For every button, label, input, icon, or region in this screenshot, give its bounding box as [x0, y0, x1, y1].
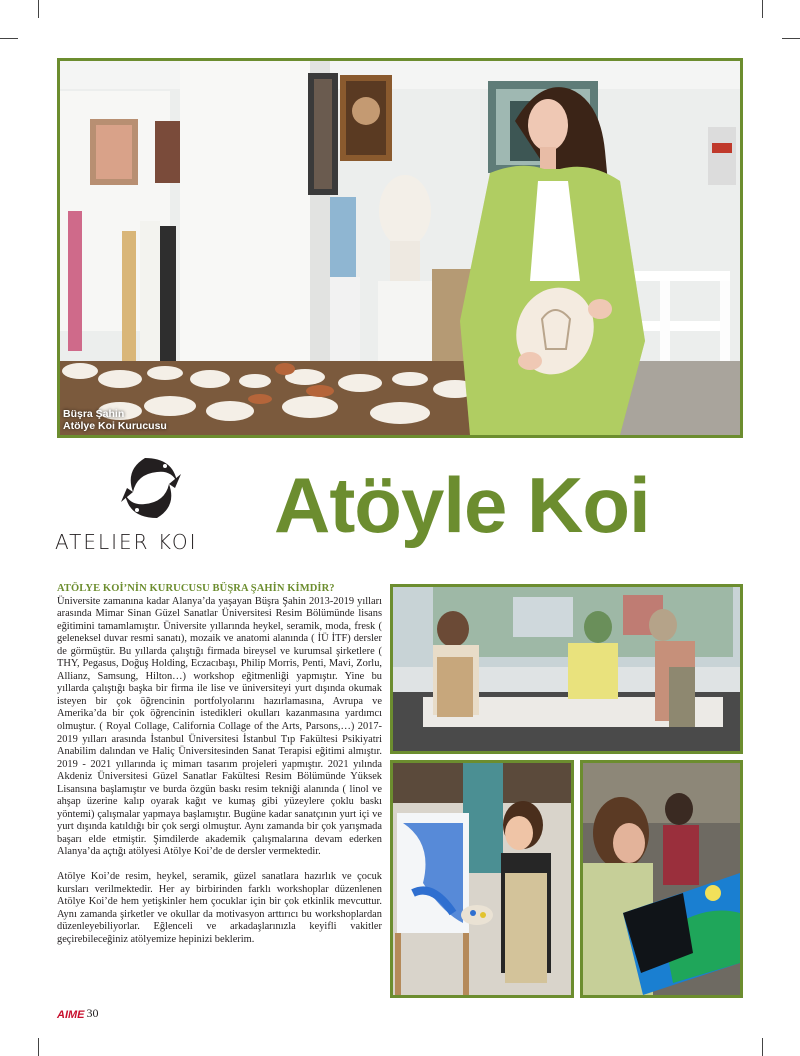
koi-fish-icon [55, 452, 255, 524]
crop-mark [782, 38, 800, 39]
crop-mark [762, 1038, 763, 1056]
article-paragraph-1: Üniversite zamanına kadar Alanya’da yaşayan Büşra Şahin 2013-2019 yılları arasında Mimar Sinan Güzel Sanatlar Üniversitesi Resim Bölümünde lisans eğitimini tamamlamıştır. Üniversite yıllarında heykel, seramik, moda, fresk ( geleneksel duvar resmi sanatı), mozaik ve anatomi alanında ( İÜ İTF) dersler de görmüştür. Bu yıllarda çalıştığı firmada bireysel ve kurumsal şirketlere ( THY, Pegasus, Doğuş Holding, Eczacıbaşı, Philip Morris, Penti, Mavi, Zorlu, Allianz, Samsung, Hilton…) workshop eğitmenliği yapmıştır. Yine bu yıllarda çalıştığı başka bir firma ile lise ve üniversiteyi yurt dışında okumak isteyen bir çok öğrencinin portfolyolarını hazırlamasına, Avrupa ve Amerika’da bir çok öğrencinin istedikleri okulları kazanmasına yardımcı olmuştur. ( Royal Collage, California Collage of the Arts, Parsons,…) 2017-2019 yılları arasında İstanbul Üniversitesi İstanbul Tıp Fakültesi Psikiyatri Anabilim dalından ve Haliç Üniversitesinden Sanat Terapisi eğitimi almıştır. 2019 - 2021 yıllarında iç mimarı tasarım projeleri yapmıştır. 2021 yılında Akdeniz Üniversitesi Güzel Sanatlar Fakültesi Resim Bölümünde Yüksek Lisansına başlamıştır ve burda özgün baskı resim tekniği alanında ( linol ve ahşap üzerine kalıp oyarak kağıt ve kumaş gibi yüzeylere çoklu baskı yöntemi) çalışmalar yapmaya başlamıştır. Bugüne kadar sanatçının yurt içi ve yurt dışında katıldığı bir çok sergi olmuştur. Aynı zamanda bir çok yarışmada başarı elde etmiştir. Şimdilerde akademik çalışmalarına devam ederken Alanya’da açtığı atölyesi Atölye Koi’de de dersler vermektedir. [57, 595, 382, 858]
crop-mark [38, 0, 39, 18]
page-footer [57, 1006, 99, 1021]
caption-role: Atölye Koi Kurucusu [63, 420, 167, 432]
adult-painting-photo [580, 760, 743, 998]
caption-name: Büşra Şahin [63, 408, 125, 420]
crop-mark [38, 1038, 39, 1056]
magazine-logo: AIME [57, 1009, 85, 1021]
logo-wordmark: ATELIER KOI [55, 530, 198, 554]
page-title: Atöyle Koi [274, 461, 650, 549]
article-paragraph-2: Atölye Koi’de resim, heykel, seramik, güzel sanatlara hazırlık ve çocuk kursları verilmektedir. Her ay birbirinden farklı workshoplar düzenlenen Atölye Koi’de hem yetişkinler hem çocuklar için bir çok etkinlik mevcuttur. Aynı zamanda şirketler ve okullar da motivasyon arttırıcı bu workshoplardan düzenleyebiliyorlar. Eğlenceli ve arkadaşlarınızla keyifli vakitler geçirebileceğiniz atölyemize hepinizi beklerim. [57, 870, 382, 945]
photo-caption [63, 408, 167, 432]
crop-mark [762, 0, 763, 18]
workshop-photo [390, 584, 743, 754]
child-painting-photo [390, 760, 574, 998]
article-body [57, 583, 382, 958]
page-number: 30 [86, 1006, 99, 1020]
atelier-koi-logo [55, 452, 255, 562]
hero-photo [57, 58, 743, 438]
crop-mark [0, 38, 18, 39]
article-heading: ATÖLYE KOİ’NİN KURUCUSU BÜŞRA ŞAHİN KİMDİR? [57, 583, 335, 594]
